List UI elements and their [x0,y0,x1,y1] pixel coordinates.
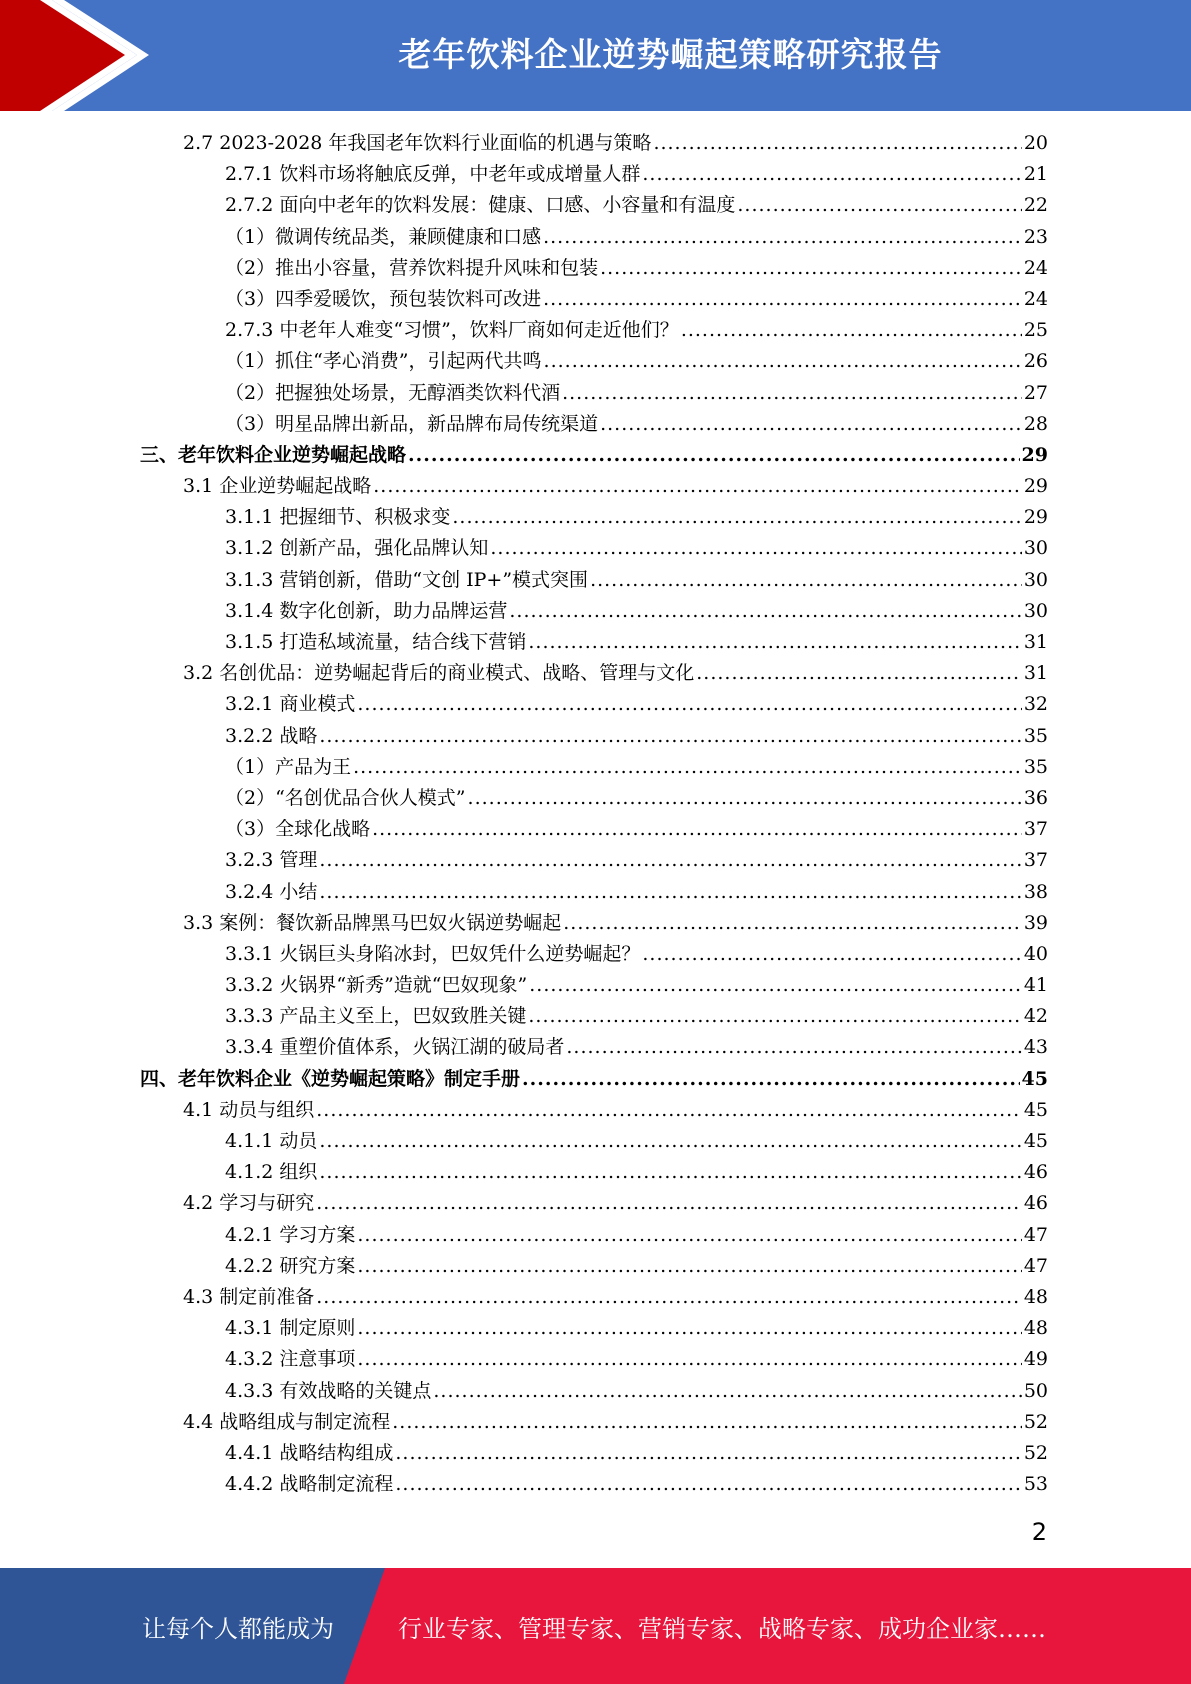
toc-entry-page: 20 [1023,132,1048,154]
toc-dot-leader [353,752,1022,783]
toc-entry-label: 4.4 战略组成与制定流程 [183,1410,391,1433]
toc-entry[interactable] [140,1438,1048,1469]
toc-entry-page: 45 [1023,1130,1048,1152]
toc-entry-page: 35 [1023,724,1048,747]
toc-dot-leader [319,877,1021,908]
toc-entry-page: 48 [1023,1285,1048,1308]
toc-entry[interactable] [140,1032,1048,1063]
toc-entry-page: 24 [1023,287,1048,310]
toc-dot-leader [642,939,1021,970]
toc-entry[interactable] [140,877,1048,908]
toc-entry[interactable] [140,689,1048,720]
toc-entry-label: 4.1.1 动员 [225,1130,318,1152]
toc-dot-leader [319,1157,1021,1188]
toc-entry-label: 2.7.1 饮料市场将触底反弹，中老年或成增量人群 [225,163,641,186]
toc-dot-leader [544,346,1022,377]
toc-entry-page: 52 [1023,1410,1048,1433]
toc-dot-leader [395,1438,1021,1469]
footer-slogan-left: 让每个人都能成为 [142,1614,334,1643]
toc-entry-label: 4.3.3 有效战略的关键点 [225,1379,432,1402]
toc-dot-leader [319,721,1021,752]
toc-entry-label: （1）微调传统品类，兼顾健康和口感 [225,225,542,248]
toc-entry[interactable] [140,1282,1048,1313]
toc-entry-label: （2）把握独处场景，无醇酒类饮料代酒 [225,381,561,404]
toc-entry-label: 4.2.1 学习方案 [225,1223,356,1246]
toc-entry-label: 3.2.3 管理 [225,849,318,872]
toc-entry[interactable] [140,845,1048,876]
toc-entry[interactable] [140,814,1048,845]
page-header [0,0,1191,111]
toc-dot-leader [316,1282,1022,1313]
toc-dot-leader [319,845,1021,876]
toc-entry[interactable] [140,378,1048,409]
toc-dot-leader [433,1376,1021,1407]
toc-dot-leader [737,190,1021,221]
toc-entry-page: 29 [1023,475,1048,498]
footer-slogan-right: 行业专家、管理专家、营销专家、战略专家、成功企业家…… [398,1614,1046,1643]
toc-entry-label: （2）“名创优品合伙人模式” [225,786,466,809]
toc-dot-leader [490,533,1021,564]
toc-entry-label: 3.1.1 把握细节、积极求变 [225,506,451,529]
toc-entry-page: 45 [1023,1098,1048,1121]
toc-entry[interactable] [140,939,1048,970]
toc-dot-leader [357,1220,1021,1251]
toc-entry-label: （3）全球化战略 [225,818,371,841]
toc-dot-leader [452,502,1021,533]
toc-dot-leader [357,1313,1021,1344]
toc-entry[interactable] [140,128,1048,159]
toc-dot-leader [528,1001,1021,1032]
toc-entry[interactable] [140,222,1048,253]
toc-entry[interactable] [140,533,1048,564]
toc-entry-label: 四、老年饮料企业《逆势崛起策略》制定手册 [140,1067,521,1090]
toc-entry[interactable] [140,1157,1048,1188]
toc-entry-page: 47 [1023,1254,1048,1277]
toc-dot-leader [600,409,1022,440]
toc-entry-page: 23 [1023,225,1048,248]
toc-entry[interactable] [140,783,1048,814]
toc-entry-page: 40 [1023,942,1048,965]
toc-entry-page: 46 [1023,1192,1048,1215]
toc-entry-page: 48 [1023,1317,1048,1340]
toc-entry[interactable] [140,1220,1048,1251]
toc-entry-label: 4.1 动员与组织 [183,1098,315,1121]
toc-dot-leader [522,1064,1020,1095]
toc-entry-label: 3.1.2 创新产品，强化品牌认知 [225,537,489,560]
toc-entry-label: 3.1.5 打造私域流量，结合线下营销 [225,631,527,653]
toc-entry[interactable] [140,1251,1048,1282]
toc-entry[interactable] [140,471,1048,502]
toc-entry-label: 3.2 名创优品：逆势崛起背后的商业模式、战略、管理与文化 [183,662,695,685]
page-footer [0,1568,1191,1684]
toc-entry-label: （1）抓住“孝心消费”，引起两代共鸣 [225,350,542,373]
toc-entry-page: 38 [1023,880,1048,903]
toc-entry-page: 43 [1023,1036,1048,1059]
toc-entry-label: 4.3 制定前准备 [183,1285,315,1308]
toc-entry[interactable] [140,1344,1048,1375]
toc-entry-page: 52 [1023,1441,1048,1464]
toc-entry-page: 27 [1023,381,1048,404]
toc-entry-page: 25 [1023,319,1048,342]
toc-entry[interactable] [140,315,1048,346]
toc-entry-label: 3.1.3 营销创新，借助“文创 IP+”模式突围 [225,568,589,591]
toc-entry-label: 4.4.2 战略制定流程 [225,1473,394,1496]
toc-entry-label: 4.4.1 战略结构组成 [225,1441,394,1464]
toc-entry[interactable] [140,253,1048,284]
toc-entry[interactable] [140,596,1048,627]
toc-entry-page: 31 [1023,631,1048,653]
toc-dot-leader [357,689,1021,720]
toc-dot-leader [509,596,1021,627]
toc-entry-label: 4.1.2 组织 [225,1161,318,1184]
toc-dot-leader [316,1095,1022,1126]
toc-entry[interactable] [140,658,1048,689]
toc-entry-label: 3.2.4 小结 [225,880,318,903]
toc-entry[interactable] [140,440,1048,471]
toc-entry-page: 22 [1023,194,1048,217]
toc-dot-leader [562,378,1022,409]
toc-dot-leader [566,1032,1021,1063]
toc-entry-label: 3.3.1 火锅巨头身陷冰封，巴奴凭什么逆势崛起？ [225,942,641,965]
toc-entry-page: 29 [1023,506,1048,529]
toc-entry-label: 4.2 学习与研究 [183,1192,315,1215]
toc-dot-leader [408,440,1020,471]
toc-entry[interactable] [140,1188,1048,1219]
toc-entry-page: 39 [1023,911,1048,934]
toc-entry[interactable] [140,159,1048,190]
toc-entry[interactable] [140,1095,1048,1126]
toc-entry-label: 4.3.2 注意事项 [225,1348,356,1371]
page-number: 2 [1031,1518,1047,1546]
toc-entry[interactable] [140,1001,1048,1032]
toc-entry[interactable] [140,1407,1048,1438]
toc-entry[interactable] [140,908,1048,939]
toc-entry-page: 24 [1023,256,1048,279]
toc-entry[interactable] [140,190,1048,221]
toc-entry-page: 31 [1023,662,1048,685]
toc-dot-leader [681,315,1022,346]
toc-entry-label: 4.3.1 制定原则 [225,1317,356,1340]
toc-entry-page: 41 [1023,974,1048,997]
toc-entry-page: 32 [1023,693,1048,716]
toc-dot-leader [468,783,1022,814]
toc-entry-label: （1）产品为王 [225,755,352,778]
toc-entry-label: 3.3.3 产品主义至上，巴奴致胜关键 [225,1005,527,1028]
toc-entry-label: （3）四季爱暖饮，预包装饮料可改进 [225,287,542,310]
toc-entry-page: 37 [1023,849,1048,872]
toc-entry-page: 30 [1023,568,1048,591]
toc-entry[interactable] [140,1064,1048,1095]
toc-dot-leader [357,1344,1021,1375]
toc-entry-label: 3.3.2 火锅界“新秀”造就“巴奴现象” [225,974,528,997]
toc-entry[interactable] [140,1469,1048,1500]
toc-entry[interactable] [140,502,1048,533]
toc-dot-leader [563,908,1022,939]
toc-entry-page: 50 [1023,1379,1048,1402]
toc-entry-page: 29 [1021,443,1048,466]
toc-entry-page: 49 [1023,1348,1048,1371]
toc-entry-label: 3.2.1 商业模式 [225,693,356,716]
header-title: 老年饮料企业逆势崛起策略研究报告 [398,34,943,74]
toc-dot-leader [590,565,1022,596]
toc-entry-label: 3.2.2 战略 [225,724,318,747]
toc-entry-label: 2.7.3 中老年人难变“习惯”，饮料厂商如何走近他们？ [225,319,679,342]
toc-entry-page: 28 [1023,412,1048,435]
toc-entry[interactable] [140,565,1048,596]
toc-dot-leader [316,1188,1022,1219]
toc-entry-page: 26 [1023,350,1048,373]
toc-entry[interactable] [140,346,1048,377]
toc-entry-label: （2）推出小容量，营养饮料提升风味和包装 [225,256,599,279]
toc-dot-leader [357,1251,1021,1282]
toc-dot-leader [543,284,1022,315]
toc-entry-page: 21 [1023,163,1048,186]
toc-dot-leader [528,627,1021,658]
toc-entry-label: 3.1.4 数字化创新，助力品牌运营 [225,599,508,622]
toc-entry-page: 37 [1023,818,1048,841]
toc-dot-leader [373,471,1022,502]
toc-entry[interactable] [140,721,1048,752]
toc-entry[interactable] [140,752,1048,783]
toc-entry-page: 30 [1023,537,1048,560]
toc-entry-label: 2.7.2 面向中老年的饮料发展：健康、口感、小容量和有温度 [225,194,736,217]
toc-entry-page: 53 [1023,1473,1048,1496]
toc-entry-label: 2.7 2023-2028 年我国老年饮料行业面临的机遇与策略 [183,132,652,154]
toc-dot-leader [600,253,1022,284]
toc-dot-leader [653,128,1021,159]
toc-dot-leader [395,1469,1021,1500]
toc-dot-leader [529,970,1022,1001]
toc-entry[interactable] [140,284,1048,315]
toc-entry-page: 35 [1023,755,1048,778]
toc-entry-label: 3.3 案例：餐饮新品牌黑马巴奴火锅逆势崛起 [183,911,562,934]
toc-entry-page: 46 [1023,1161,1048,1184]
toc-entry[interactable] [140,1313,1048,1344]
toc-entry-label: 三、老年饮料企业逆势崛起战略 [140,443,407,466]
toc-dot-leader [392,1407,1022,1438]
toc-entry[interactable] [140,409,1048,440]
toc-entry-label: 3.1 企业逆势崛起战略 [183,475,372,498]
toc-entry-page: 30 [1023,599,1048,622]
toc-entry-page: 45 [1021,1067,1048,1090]
toc-dot-leader [642,159,1021,190]
toc-dot-leader [372,814,1022,845]
toc-entry-label: 4.2.2 研究方案 [225,1254,356,1277]
toc-dot-leader [319,1126,1021,1157]
toc-entry[interactable] [140,1126,1048,1157]
toc-entry[interactable] [140,970,1048,1001]
toc-entry-page: 36 [1023,786,1048,809]
toc-entry[interactable] [140,1376,1048,1407]
table-of-contents [140,128,1048,1500]
toc-dot-leader [696,658,1022,689]
toc-entry-label: 3.3.4 重塑价值体系，火锅江湖的破局者 [225,1036,565,1059]
toc-entry-label: （3）明星品牌出新品，新品牌布局传统渠道 [225,412,599,435]
toc-entry-page: 47 [1023,1223,1048,1246]
toc-entry-page: 42 [1023,1005,1048,1028]
toc-dot-leader [543,222,1022,253]
toc-entry[interactable] [140,627,1048,658]
